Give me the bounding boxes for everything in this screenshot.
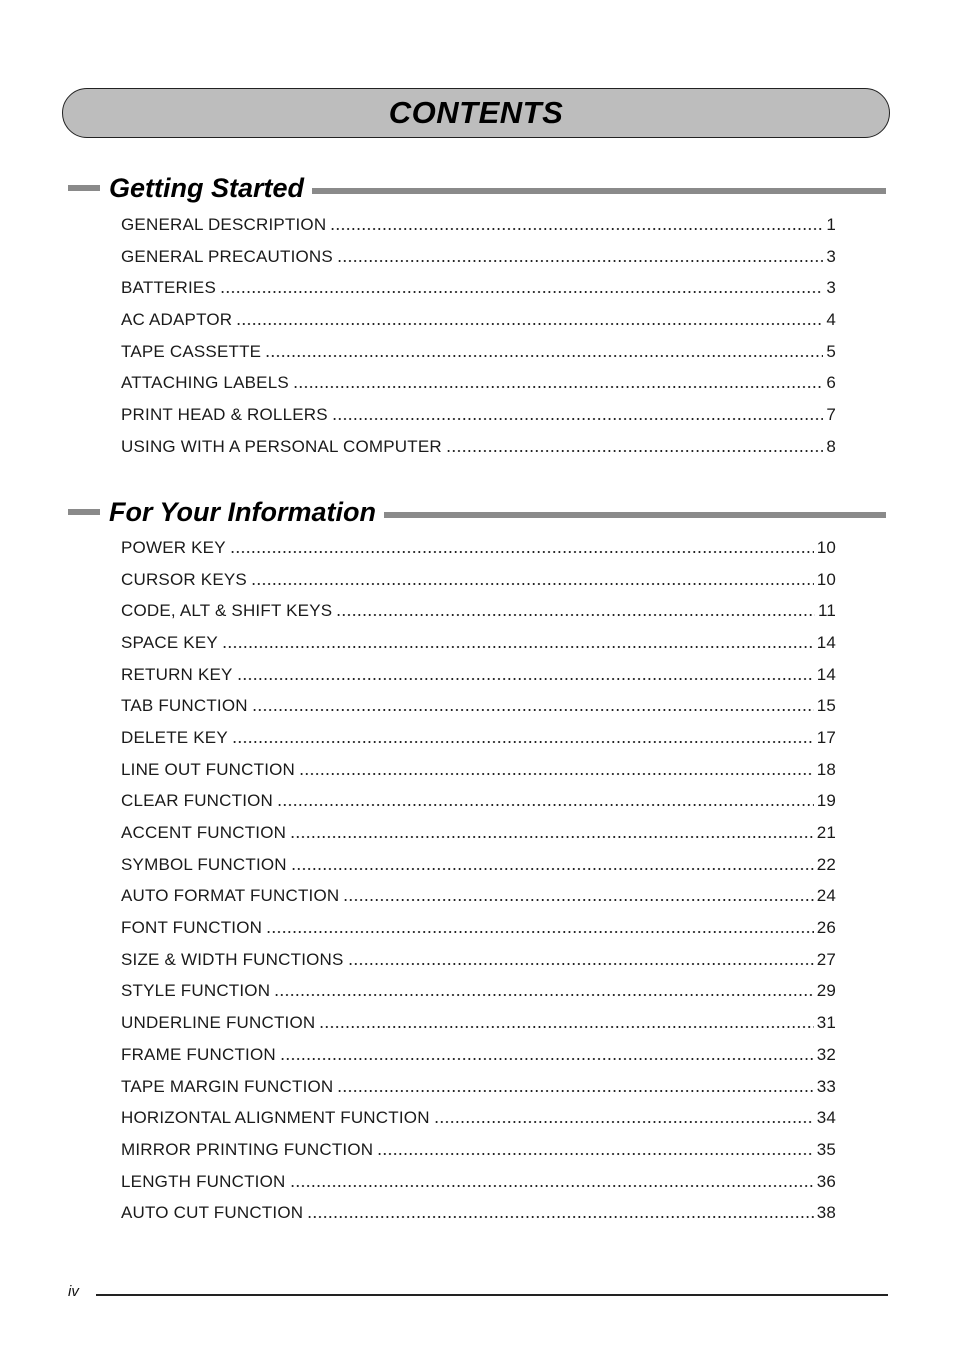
dot-leader [237,678,814,680]
dot-leader [299,773,814,775]
toc-entry-title: TAB FUNCTION [121,696,248,716]
contents-banner [62,88,890,138]
dot-leader [232,741,814,743]
dot-leader [252,709,814,711]
toc-entry-title: TAPE CASSETTE [121,341,262,361]
dot-leader [337,260,823,262]
toc-entry-page-number: 32 [816,1044,836,1064]
toc-entry[interactable] [121,1134,836,1166]
toc-entry[interactable] [121,659,836,691]
toc-entry-title: AUTO FORMAT FUNCTION [121,886,340,906]
dot-leader [332,418,824,420]
toc-entry-page-number: 29 [816,981,836,1001]
toc-entry-title: STYLE FUNCTION [121,981,271,1001]
toc-entry-page-number: 31 [816,1013,836,1033]
toc-entry-title: BATTERIES [121,278,217,298]
toc-entry-page-number: 10 [816,569,836,589]
toc-entry-page-number: 7 [826,404,836,424]
toc-entry-page-number: 3 [826,246,836,266]
dot-leader [307,1216,813,1218]
dot-leader [330,228,823,230]
toc-entry[interactable] [121,272,836,304]
toc-entry[interactable] [121,976,836,1008]
section-title: For Your Information [109,496,376,527]
toc-entry-title: AUTO CUT FUNCTION [121,1203,304,1223]
section-rule-right [312,188,886,194]
toc-entry[interactable] [121,881,836,913]
toc-entry[interactable] [121,722,836,754]
page-title: CONTENTS [388,95,564,130]
dot-leader [222,646,814,648]
toc-entry-title: POWER KEY [121,537,226,557]
toc-entry-page-number: 10 [816,537,836,557]
dot-leader [291,868,814,870]
toc-entry-title: SIZE & WIDTH FUNCTIONS [121,949,344,969]
toc-entry[interactable] [121,399,836,431]
toc-entry-title: TAPE MARGIN FUNCTION [121,1076,334,1096]
toc-entry-page-number: 8 [826,436,836,456]
toc-entry-title: HORIZONTAL ALIGNMENT FUNCTION [121,1108,430,1128]
toc-entry-page-number: 19 [816,791,836,811]
toc-entry[interactable] [121,209,836,241]
dot-leader [251,583,814,585]
dot-leader [236,323,823,325]
toc-entry-title: FRAME FUNCTION [121,1044,276,1064]
toc-entry-title: FONT FUNCTION [121,918,263,938]
toc-entry-page-number: 14 [816,632,836,652]
dot-leader [337,1090,813,1092]
toc-entry[interactable] [121,304,836,336]
toc-entry[interactable] [121,1166,836,1198]
dot-leader [290,1185,814,1187]
toc-entry-title: LINE OUT FUNCTION [121,759,296,779]
section-header-getting-started [68,168,886,208]
dot-leader [319,1026,813,1028]
toc-entry[interactable] [121,1007,836,1039]
toc-entry-title: SYMBOL FUNCTION [121,854,287,874]
toc-list-for-your-information [121,532,836,1229]
toc-entry-title: UNDERLINE FUNCTION [121,1013,316,1033]
dot-leader [377,1153,813,1155]
dot-leader [230,551,814,553]
dot-leader [336,614,815,616]
toc-entry-page-number: 38 [816,1203,836,1223]
toc-entry-page-number: 4 [826,309,836,329]
toc-entry[interactable] [121,367,836,399]
toc-entry-title: ATTACHING LABELS [121,373,289,393]
toc-entry-page-number: 17 [816,727,836,747]
toc-entry-title: CODE, ALT & SHIFT KEYS [121,601,333,621]
toc-entry-page-number: 35 [816,1139,836,1159]
toc-entry[interactable] [121,1102,836,1134]
dot-leader [434,1121,814,1123]
toc-entry-page-number: 27 [816,949,836,969]
toc-entry[interactable] [121,336,836,368]
toc-entry[interactable] [121,944,836,976]
dot-leader [265,355,823,357]
dot-leader [290,836,814,838]
toc-entry-page-number: 3 [826,278,836,298]
toc-list-getting-started [121,209,836,463]
toc-entry[interactable] [121,564,836,596]
toc-entry-page-number: 21 [816,823,836,843]
toc-entry-title: ACCENT FUNCTION [121,823,287,843]
section-rule-left [68,509,100,515]
section-header-for-your-information [68,492,886,532]
toc-entry-page-number: 22 [816,854,836,874]
toc-entry[interactable] [121,690,836,722]
dot-leader [348,963,814,965]
dot-leader [293,386,823,388]
footer-page-number: iv [68,1283,79,1300]
toc-entry[interactable] [121,627,836,659]
toc-entry[interactable] [121,1197,836,1229]
toc-entry[interactable] [121,1071,836,1103]
toc-entry-page-number: 5 [826,341,836,361]
toc-entry[interactable] [121,532,836,564]
toc-entry-page-number: 11 [817,601,836,621]
section-title: Getting Started [109,172,305,203]
toc-entry-page-number: 6 [826,373,836,393]
toc-entry-page-number: 36 [816,1171,836,1191]
toc-entry-title: CLEAR FUNCTION [121,791,274,811]
dot-leader [343,899,813,901]
dot-leader [277,804,814,806]
toc-entry-title: DELETE KEY [121,727,228,747]
toc-entry-title: RETURN KEY [121,664,233,684]
toc-entry-title: GENERAL DESCRIPTION [121,214,327,234]
toc-entry[interactable] [121,754,836,786]
toc-entry-title: CURSOR KEYS [121,569,247,589]
toc-entry-page-number: 33 [816,1076,836,1096]
toc-entry-page-number: 24 [816,886,836,906]
toc-entry-page-number: 1 [826,214,836,234]
dot-leader [266,931,814,933]
toc-entry[interactable] [121,849,836,881]
section-rule-right [384,512,886,518]
toc-entry[interactable] [121,431,836,463]
dot-leader [220,291,823,293]
toc-entry-title: PRINT HEAD & ROLLERS [121,404,328,424]
dot-leader [280,1058,814,1060]
footer-rule [96,1294,888,1296]
toc-entry[interactable] [121,595,836,627]
section-rule-left [68,185,100,191]
toc-entry-page-number: 26 [816,918,836,938]
toc-entry-page-number: 14 [816,664,836,684]
toc-entry-page-number: 15 [816,696,836,716]
toc-entry[interactable] [121,1039,836,1071]
dot-leader [446,450,823,452]
toc-entry-title: SPACE KEY [121,632,218,652]
dot-leader [274,994,813,996]
toc-entry-page-number: 18 [816,759,836,779]
toc-entry-title: LENGTH FUNCTION [121,1171,286,1191]
toc-entry[interactable] [121,786,836,818]
toc-entry[interactable] [121,912,836,944]
toc-entry-page-number: 34 [816,1108,836,1128]
toc-entry-title: AC ADAPTOR [121,309,233,329]
toc-entry[interactable] [121,241,836,273]
toc-entry-title: GENERAL PRECAUTIONS [121,246,333,266]
toc-entry[interactable] [121,817,836,849]
toc-entry-title: USING WITH A PERSONAL COMPUTER [121,436,442,456]
toc-entry-title: MIRROR PRINTING FUNCTION [121,1139,374,1159]
